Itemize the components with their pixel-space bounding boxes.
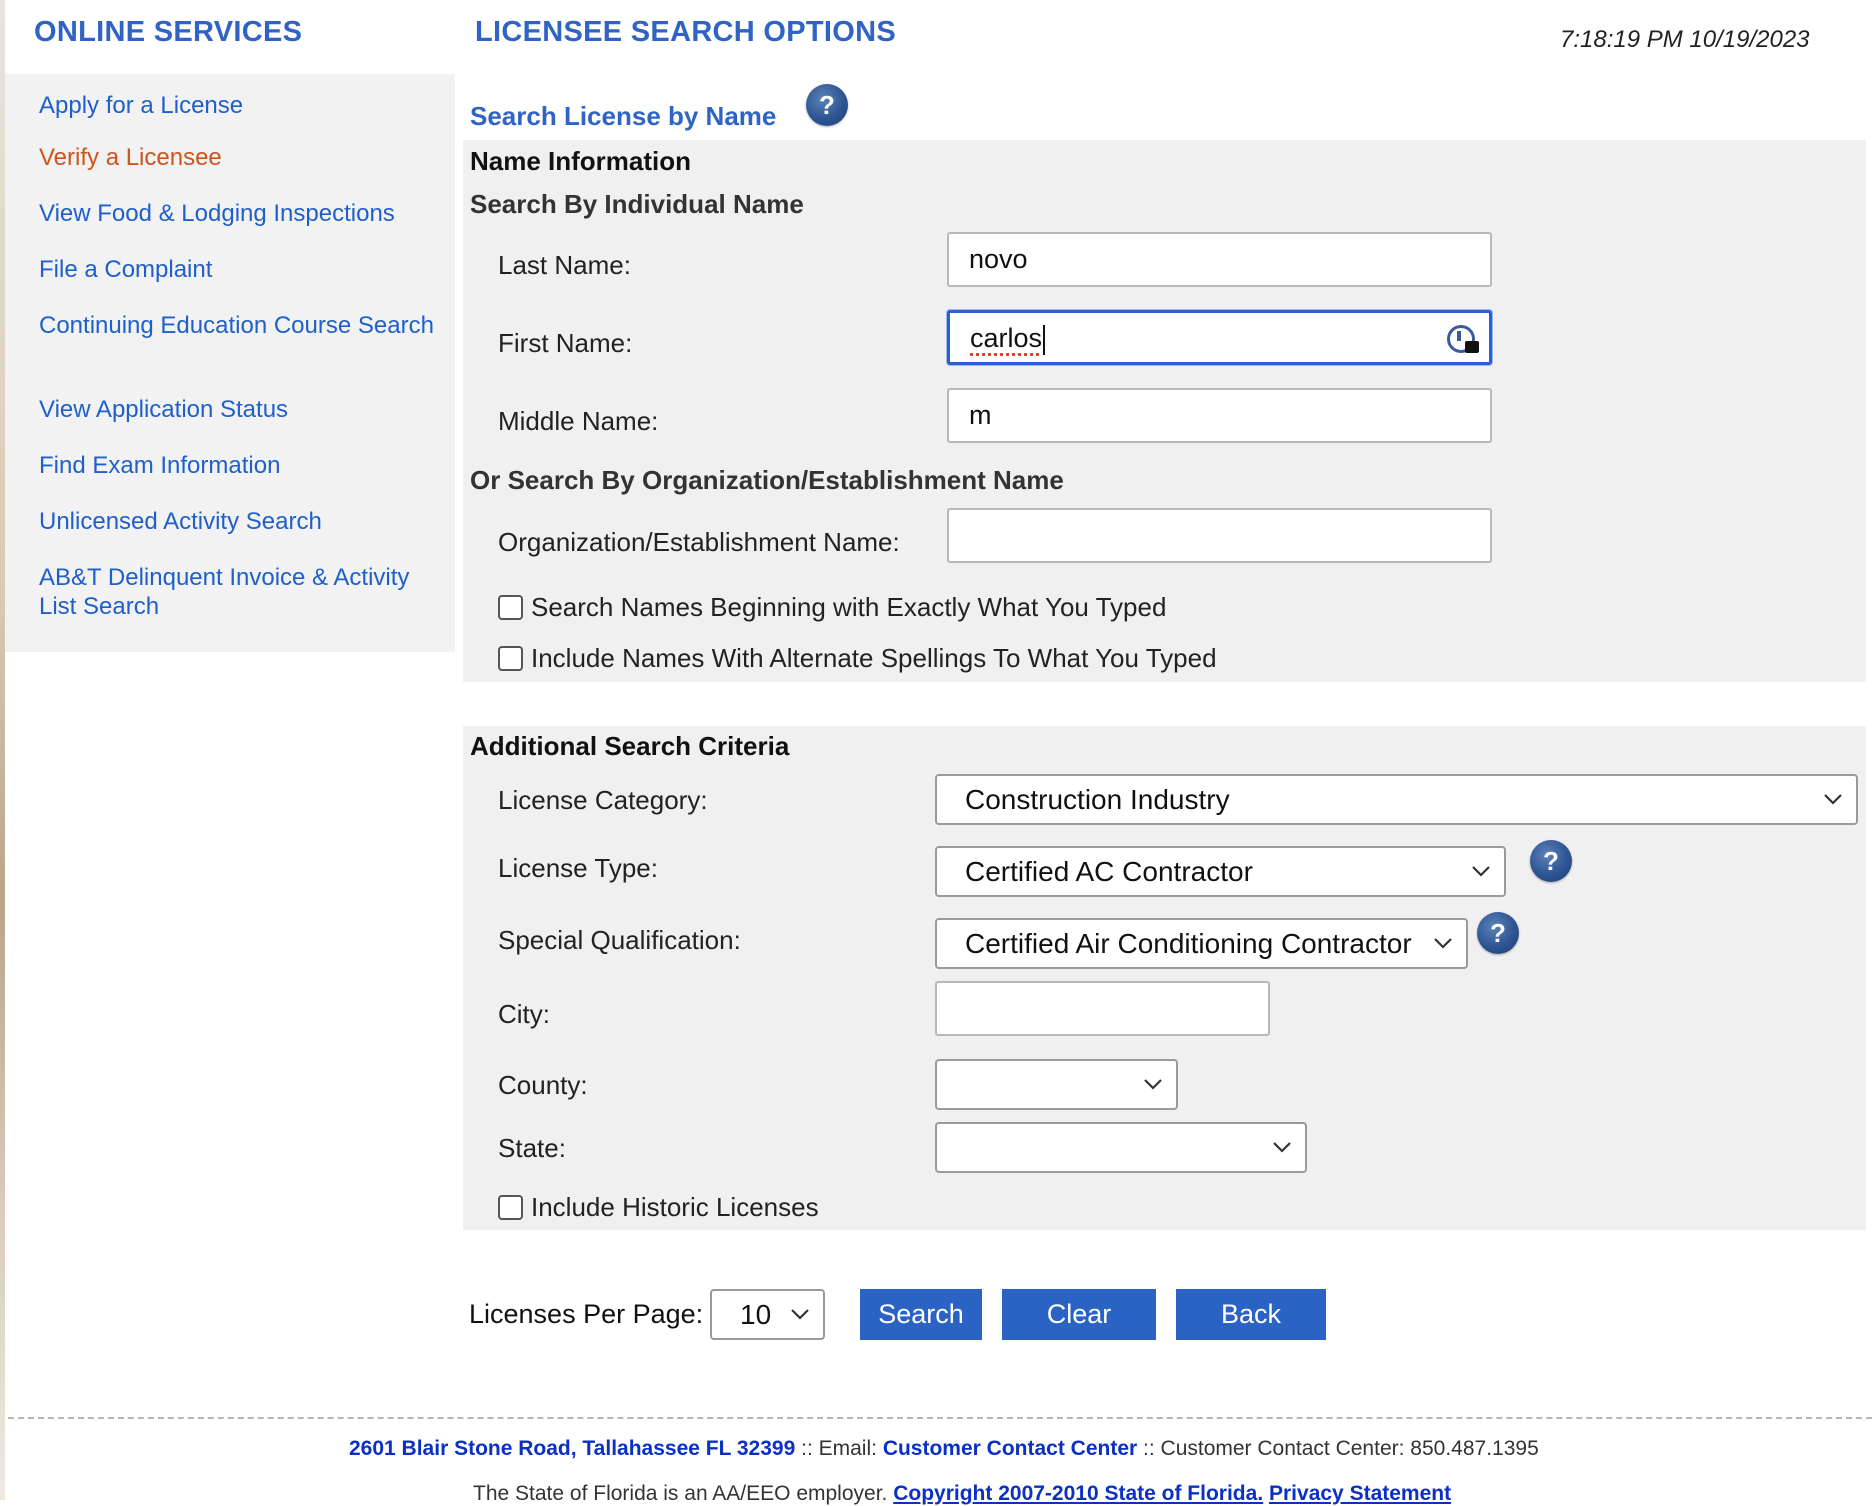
last-name-input[interactable]: novo: [947, 232, 1492, 287]
chevron-down-icon: [1434, 938, 1452, 949]
footer-address-link[interactable]: 2601 Blair Stone Road, Tallahassee FL 32399: [349, 1437, 796, 1460]
exact-match-label: Search Names Beginning with Exactly What You Typed: [531, 592, 1167, 622]
sidebar-item-exam-information[interactable]: Find Exam Information: [39, 452, 281, 479]
county-select[interactable]: [935, 1059, 1178, 1110]
county-label: County:: [498, 1070, 588, 1100]
last-name-label: Last Name:: [498, 250, 631, 280]
footer-copyright-link[interactable]: Copyright 2007-2010 State of Florida.: [893, 1482, 1264, 1505]
footer-eeo-text: The State of Florida is an AA/EEO employer.: [473, 1482, 894, 1505]
name-information-title: Name Information: [470, 146, 692, 176]
footer-legal: [473, 1482, 1451, 1506]
search-button[interactable]: Search: [860, 1289, 982, 1340]
special-qualification-help-icon[interactable]: ?: [1477, 912, 1519, 954]
historic-licenses-checkbox[interactable]: [498, 1195, 523, 1220]
per-page-value: 10: [740, 1299, 772, 1330]
license-type-label: License Type:: [498, 853, 658, 883]
sidebar-title: ONLINE SERVICES: [34, 16, 303, 48]
organization-name-input[interactable]: [947, 508, 1492, 563]
license-category-select[interactable]: [935, 774, 1858, 825]
special-qualification-label: Special Qualification:: [498, 925, 741, 955]
timestamp: 7:18:19 PM 10/19/2023: [1560, 26, 1810, 53]
per-page-select[interactable]: [710, 1289, 825, 1340]
sidebar-item-application-status[interactable]: View Application Status: [39, 396, 289, 423]
chevron-down-icon: [1824, 794, 1842, 805]
sidebar-item-file-complaint[interactable]: File a Complaint: [39, 256, 213, 283]
additional-criteria-title: Additional Search Criteria: [470, 731, 790, 761]
state-label: State:: [498, 1133, 566, 1163]
exact-match-checkbox[interactable]: [498, 595, 523, 620]
exact-match-option[interactable]: [498, 592, 1166, 623]
page-title: LICENSEE SEARCH OPTIONS: [475, 16, 897, 48]
sidebar-nav: [5, 74, 455, 652]
alternate-spellings-label: Include Names With Alternate Spellings To What You Typed: [531, 643, 1217, 673]
footer-email-link[interactable]: Customer Contact Center: [882, 1437, 1138, 1460]
license-category-value: Construction Industry: [965, 784, 1230, 815]
sidebar-item-food-lodging[interactable]: View Food & Lodging Inspections: [39, 200, 395, 227]
individual-name-title: Search By Individual Name: [470, 189, 804, 219]
sidebar-item-abt-delinquent[interactable]: AB&T Delinquent Invoice & Activity List Search: [39, 564, 410, 620]
historic-licenses-label: Include Historic Licenses: [531, 1192, 819, 1222]
sidebar-item-verify-licensee[interactable]: Verify a Licensee: [39, 144, 222, 171]
special-qualification-value: Certified Air Conditioning Contractor: [965, 928, 1412, 959]
footer-separator: :: Email:: [795, 1437, 883, 1460]
clear-button[interactable]: Clear: [1002, 1289, 1156, 1340]
help-icon[interactable]: ?: [806, 84, 848, 126]
alternate-spellings-checkbox[interactable]: [498, 646, 523, 671]
sidebar-item-ce-course-search[interactable]: Continuing Education Course Search: [39, 312, 434, 339]
organization-name-label: Organization/Establishment Name:: [498, 527, 900, 557]
license-type-help-icon[interactable]: ?: [1530, 840, 1572, 882]
chevron-down-icon: [791, 1309, 809, 1320]
middle-name-input[interactable]: m: [947, 388, 1492, 443]
first-name-value: carlos: [970, 323, 1043, 353]
middle-name-label: Middle Name:: [498, 406, 659, 436]
city-label: City:: [498, 999, 550, 1029]
license-type-value: Certified AC Contractor: [965, 856, 1253, 887]
lock-icon: [1465, 341, 1479, 353]
first-name-input[interactable]: [947, 310, 1492, 365]
footer-privacy-link[interactable]: Privacy Statement: [1269, 1482, 1452, 1505]
search-by-name-heading: Search License by Name: [470, 101, 777, 131]
footer-phone: :: Customer Contact Center: 850.487.1395: [1137, 1437, 1539, 1460]
footer-divider: [8, 1417, 1872, 1419]
first-name-label: First Name:: [498, 328, 633, 358]
footer-contact: [349, 1437, 1539, 1461]
text-cursor: [1043, 325, 1045, 355]
state-select[interactable]: [935, 1122, 1307, 1173]
alternate-spellings-option[interactable]: [498, 643, 1217, 674]
chevron-down-icon: [1144, 1079, 1162, 1090]
chevron-down-icon: [1273, 1142, 1291, 1153]
organization-name-title: Or Search By Organization/Establishment Name: [470, 465, 1064, 495]
sidebar-item-unlicensed-activity[interactable]: Unlicensed Activity Search: [39, 508, 322, 535]
license-type-select[interactable]: [935, 846, 1506, 897]
sidebar-item-apply-license[interactable]: Apply for a License: [39, 92, 244, 119]
city-input[interactable]: [935, 981, 1270, 1036]
back-button[interactable]: Back: [1176, 1289, 1326, 1340]
special-qualification-select[interactable]: [935, 918, 1468, 969]
license-category-label: License Category:: [498, 785, 708, 815]
chevron-down-icon: [1472, 866, 1490, 877]
per-page-label: Licenses Per Page:: [469, 1299, 704, 1329]
historic-licenses-option[interactable]: [498, 1192, 819, 1223]
